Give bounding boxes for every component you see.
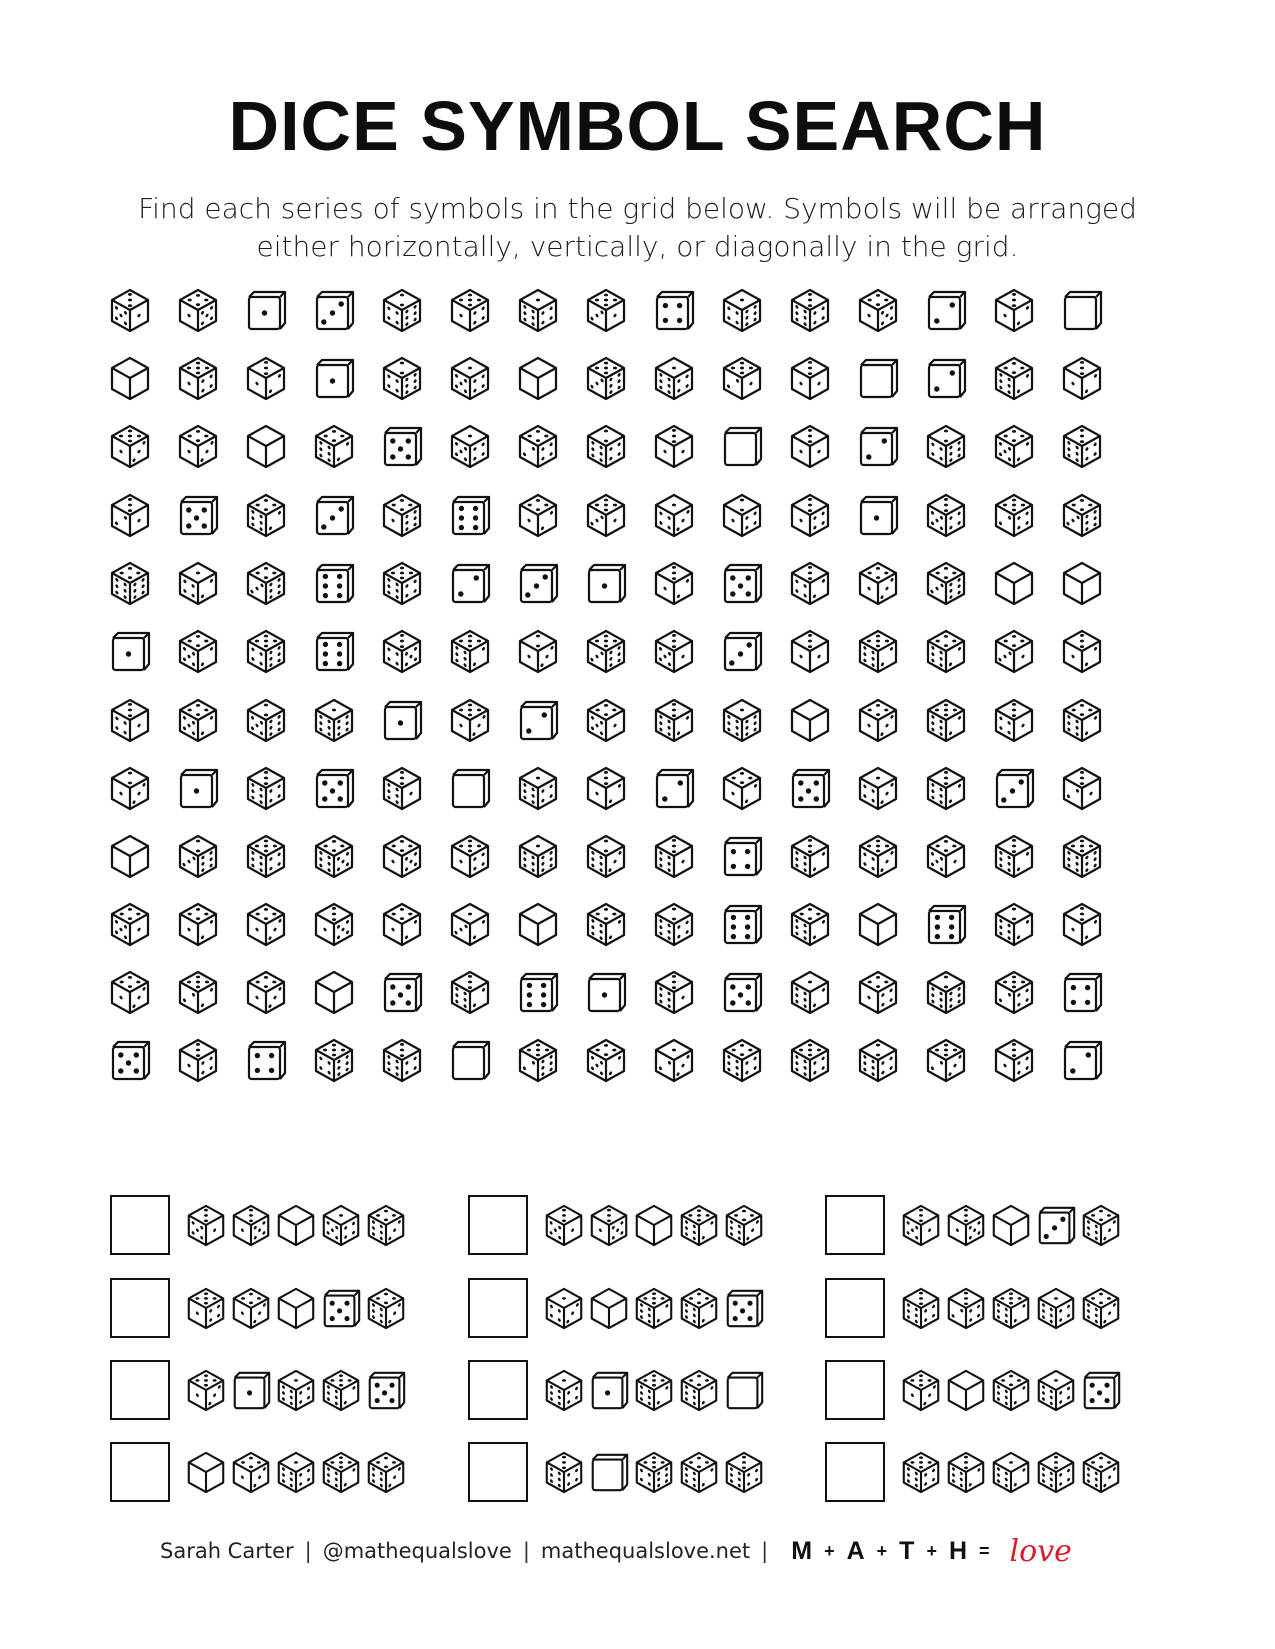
brand-plus: +	[876, 1540, 890, 1561]
answer-item	[825, 1442, 1135, 1506]
die-front-2-icon[interactable]	[855, 423, 901, 469]
die-iso-5-3-1-icon[interactable]	[583, 287, 629, 333]
die-iso-4-3-1-icon[interactable]	[991, 628, 1037, 674]
die-iso-4-6-2-icon	[677, 1286, 721, 1330]
answer-item	[825, 1278, 1135, 1342]
die-iso-0-0-0-icon[interactable]	[991, 560, 1037, 606]
die-iso-3-6-4-icon	[542, 1450, 586, 1494]
die-iso-3-6-2-icon	[944, 1450, 988, 1494]
die-front-1-icon[interactable]	[243, 287, 289, 333]
die-iso-3-5-1-icon[interactable]	[651, 628, 697, 674]
die-front-0-icon[interactable]	[855, 355, 901, 401]
die-iso-4-1-4-icon[interactable]	[855, 969, 901, 1015]
die-front-6-icon[interactable]	[515, 969, 561, 1015]
die-iso-3-4-1-icon[interactable]	[991, 697, 1037, 743]
die-iso-3-1-1-icon[interactable]	[787, 355, 833, 401]
die-iso-4-2-4-icon[interactable]	[515, 423, 561, 469]
die-iso-5-6-4-icon[interactable]	[243, 833, 289, 879]
die-iso-5-6-4-icon[interactable]	[787, 1037, 833, 1083]
die-iso-3-6-4-icon[interactable]	[787, 287, 833, 333]
die-iso-1-6-4-icon	[542, 1368, 586, 1412]
die-iso-5-1-3-icon[interactable]	[107, 423, 153, 469]
die-iso-2-6-4-icon[interactable]	[583, 423, 629, 469]
footer	[160, 1531, 1120, 1571]
footer-separator: |	[304, 1539, 312, 1563]
die-iso-2-1-3-icon[interactable]	[515, 628, 561, 674]
answer-item	[110, 1360, 420, 1424]
die-iso-1-6-4-icon[interactable]	[515, 765, 561, 811]
brand-equals: =	[979, 1540, 992, 1561]
die-iso-5-1-3-icon[interactable]	[447, 697, 493, 743]
die-iso-1-6-6-icon[interactable]	[515, 833, 561, 879]
die-iso-1-6-4-icon	[1034, 1368, 1078, 1412]
die-iso-4-6-2-icon[interactable]	[991, 355, 1037, 401]
die-iso-4-6-2-icon[interactable]	[787, 901, 833, 947]
die-front-0-icon[interactable]	[719, 423, 765, 469]
die-iso-0-0-0-icon[interactable]	[515, 355, 561, 401]
die-iso-3-1-2-icon[interactable]	[651, 560, 697, 606]
brand-letter: M	[791, 1536, 815, 1565]
die-iso-5-1-3-icon	[899, 1368, 943, 1412]
die-front-1-icon[interactable]	[855, 492, 901, 538]
die-iso-3-6-2-icon[interactable]	[447, 969, 493, 1015]
die-iso-2-4-6-icon[interactable]	[379, 287, 425, 333]
die-front-6-icon[interactable]	[311, 560, 357, 606]
die-iso-5-6-4-icon	[899, 1450, 943, 1494]
die-front-5-icon[interactable]	[107, 1037, 153, 1083]
die-front-2-icon[interactable]	[651, 765, 697, 811]
die-iso-3-1-4-icon[interactable]	[991, 1037, 1037, 1083]
die-iso-4-1-3-icon	[229, 1450, 273, 1494]
answer-checkbox[interactable]	[468, 1195, 528, 1255]
die-front-5-icon[interactable]	[311, 765, 357, 811]
die-iso-5-6-2-icon[interactable]	[855, 628, 901, 674]
die-iso-5-1-4-icon	[184, 1286, 228, 1330]
die-iso-3-6-4-icon	[722, 1450, 766, 1494]
brand-letter: T	[899, 1536, 917, 1565]
die-iso-4-6-2-icon	[677, 1450, 721, 1494]
die-iso-5-4-6-icon[interactable]	[243, 628, 289, 674]
die-iso-4-1-3-icon[interactable]	[107, 969, 153, 1015]
die-iso-3-5-1-icon[interactable]	[107, 287, 153, 333]
die-iso-4-6-3-icon	[364, 1450, 408, 1494]
die-front-4-icon[interactable]	[243, 1037, 289, 1083]
die-iso-1-6-2-icon[interactable]	[787, 969, 833, 1015]
die-iso-0-0-0-icon	[944, 1368, 988, 1412]
answer-checkbox[interactable]	[825, 1278, 885, 1338]
die-front-1-icon[interactable]	[379, 697, 425, 743]
answer-item	[468, 1195, 778, 1259]
die-iso-5-6-6-icon[interactable]	[1059, 833, 1105, 879]
answer-item	[825, 1360, 1135, 1424]
die-iso-4-6-5-icon[interactable]	[311, 833, 357, 879]
target-sequence	[542, 1450, 772, 1496]
die-iso-4-5-2-icon[interactable]	[175, 697, 221, 743]
die-iso-5-6-2-icon	[632, 1286, 676, 1330]
die-front-4-icon[interactable]	[1059, 969, 1105, 1015]
author-name: Sarah Carter	[160, 1539, 294, 1563]
die-iso-3-1-2-icon[interactable]	[1059, 355, 1105, 401]
die-iso-1-6-4-icon[interactable]	[515, 287, 561, 333]
die-iso-4-6-3-icon	[1079, 1286, 1123, 1330]
die-iso-3-1-1-icon[interactable]	[787, 628, 833, 674]
die-iso-3-6-4-icon	[899, 1286, 943, 1330]
die-iso-0-0-0-icon[interactable]	[311, 969, 357, 1015]
die-iso-2-3-6-icon[interactable]	[175, 833, 221, 879]
die-iso-0-0-0-icon[interactable]	[515, 901, 561, 947]
die-iso-5-6-4-icon[interactable]	[379, 560, 425, 606]
die-iso-4-1-3-icon[interactable]	[243, 901, 289, 947]
die-iso-3-6-4-icon[interactable]	[243, 765, 289, 811]
brand-letter: A	[846, 1536, 867, 1565]
target-sequence	[899, 1368, 1129, 1414]
die-front-3-icon[interactable]	[311, 492, 357, 538]
die-iso-5-4-6-icon	[632, 1450, 676, 1494]
die-iso-3-5-1-icon	[542, 1203, 586, 1247]
die-iso-3-6-2-icon[interactable]	[991, 833, 1037, 879]
die-iso-5-2-3-icon[interactable]	[923, 1037, 969, 1083]
answer-checkbox[interactable]	[468, 1360, 528, 1420]
target-sequence	[899, 1286, 1129, 1332]
die-iso-4-5-2-icon[interactable]	[991, 423, 1037, 469]
die-iso-3-6-1-icon[interactable]	[651, 833, 697, 879]
die-iso-1-2-3-icon[interactable]	[651, 1037, 697, 1083]
die-iso-2-6-2-icon[interactable]	[991, 901, 1037, 947]
die-front-2-icon[interactable]	[923, 355, 969, 401]
footer-separator: |	[522, 1539, 530, 1563]
die-iso-4-1-2-icon[interactable]	[719, 765, 765, 811]
die-front-6-icon[interactable]	[923, 901, 969, 947]
answer-checkbox[interactable]	[110, 1278, 170, 1338]
die-iso-2-5-6-icon[interactable]	[243, 697, 289, 743]
die-iso-4-6-3-icon	[722, 1203, 766, 1247]
die-iso-5-2-4-icon[interactable]	[991, 492, 1037, 538]
die-front-5-icon[interactable]	[719, 560, 765, 606]
die-iso-3-1-2-icon[interactable]	[243, 355, 289, 401]
die-iso-2-6-6-icon[interactable]	[923, 969, 969, 1015]
answer-checkbox[interactable]	[110, 1195, 170, 1255]
die-iso-5-1-4-icon[interactable]	[447, 287, 493, 333]
target-sequence	[184, 1203, 414, 1249]
die-front-5-icon	[1079, 1368, 1123, 1412]
answer-item	[110, 1442, 420, 1506]
die-iso-5-3-6-icon[interactable]	[583, 355, 629, 401]
answer-item	[110, 1195, 420, 1259]
die-iso-4-6-3-icon	[364, 1203, 408, 1247]
answer-checkbox[interactable]	[825, 1195, 885, 1255]
die-iso-5-6-2-icon	[319, 1368, 363, 1412]
die-iso-1-4-3-icon[interactable]	[651, 492, 697, 538]
die-iso-0-0-0-icon[interactable]	[1059, 560, 1105, 606]
die-iso-1-6-4-icon	[274, 1368, 318, 1412]
die-iso-3-1-2-icon[interactable]	[583, 765, 629, 811]
die-front-5-icon[interactable]	[175, 492, 221, 538]
die-iso-3-1-2-icon[interactable]	[991, 287, 1037, 333]
target-sequence	[184, 1286, 414, 1332]
die-iso-5-1-4-icon[interactable]	[447, 833, 493, 879]
die-front-5-icon[interactable]	[379, 423, 425, 469]
die-iso-0-0-0-icon[interactable]	[243, 423, 289, 469]
target-sequence	[542, 1286, 772, 1332]
brand-love-script: love	[1009, 1533, 1072, 1569]
die-iso-4-1-2-icon[interactable]	[515, 492, 561, 538]
die-iso-1-6-6-icon[interactable]	[719, 697, 765, 743]
die-front-1-icon[interactable]	[311, 355, 357, 401]
die-iso-4-6-2-icon[interactable]	[1059, 697, 1105, 743]
die-iso-2-1-3-icon[interactable]	[107, 765, 153, 811]
die-iso-1-3-2-icon[interactable]	[447, 901, 493, 947]
answer-item	[825, 1195, 1135, 1259]
die-front-1-icon	[229, 1368, 273, 1412]
answer-checkbox[interactable]	[825, 1442, 885, 1502]
die-iso-3-4-1-icon[interactable]	[107, 697, 153, 743]
die-iso-4-1-2-icon[interactable]	[379, 901, 425, 947]
die-iso-5-6-2-icon	[319, 1450, 363, 1494]
die-iso-1-5-4-icon	[319, 1203, 363, 1247]
die-iso-5-3-6-icon[interactable]	[583, 628, 629, 674]
die-iso-1-6-6-icon[interactable]	[311, 697, 357, 743]
die-front-5-icon[interactable]	[379, 969, 425, 1015]
die-iso-0-0-0-icon[interactable]	[107, 833, 153, 879]
brand-logo	[791, 1534, 1072, 1569]
die-iso-3-1-5-icon[interactable]	[311, 901, 357, 947]
die-iso-3-5-1-icon	[184, 1203, 228, 1247]
die-iso-0-0-0-icon	[587, 1286, 631, 1330]
die-iso-0-0-0-icon	[632, 1203, 676, 1247]
die-iso-1-4-2-icon[interactable]	[175, 560, 221, 606]
die-iso-5-6-2-icon	[632, 1368, 676, 1412]
die-iso-2-4-6-icon[interactable]	[379, 355, 425, 401]
brand-plus: +	[926, 1540, 939, 1561]
die-iso-4-1-3-icon	[229, 1286, 273, 1330]
answer-item	[468, 1278, 778, 1342]
die-iso-0-0-0-icon	[274, 1203, 318, 1247]
die-front-1-icon[interactable]	[107, 628, 153, 674]
die-front-6-icon[interactable]	[719, 901, 765, 947]
die-front-5-icon[interactable]	[719, 969, 765, 1015]
target-sequence	[542, 1203, 772, 1249]
die-iso-2-4-6-icon[interactable]	[923, 423, 969, 469]
die-iso-4-6-4-icon[interactable]	[719, 1037, 765, 1083]
answer-item	[468, 1442, 778, 1506]
die-iso-4-1-3-icon[interactable]	[243, 969, 289, 1015]
die-iso-3-1-1-icon[interactable]	[651, 423, 697, 469]
die-iso-1-5-4-icon[interactable]	[447, 355, 493, 401]
die-iso-4-5-2-icon[interactable]	[175, 628, 221, 674]
die-iso-5-2-6-icon[interactable]	[515, 1037, 561, 1083]
die-iso-5-1-4-icon[interactable]	[175, 355, 221, 401]
die-iso-3-6-4-icon	[1034, 1450, 1078, 1494]
die-front-0-icon	[587, 1450, 631, 1494]
target-sequence	[184, 1450, 414, 1496]
die-iso-1-6-2-icon	[989, 1450, 1033, 1494]
die-iso-4-3-6-icon[interactable]	[243, 560, 289, 606]
die-front-1-icon	[587, 1368, 631, 1412]
die-iso-0-0-0-icon[interactable]	[107, 355, 153, 401]
die-iso-4-6-3-icon	[1079, 1450, 1123, 1494]
footer-separator: |	[761, 1539, 769, 1563]
die-iso-4-6-2-icon[interactable]	[311, 423, 357, 469]
die-iso-1-6-4-icon[interactable]	[651, 355, 697, 401]
die-iso-3-1-5-icon	[944, 1203, 988, 1247]
target-sequence	[899, 1203, 1129, 1249]
die-iso-5-6-2-icon[interactable]	[447, 628, 493, 674]
brand-plus: +	[824, 1540, 837, 1561]
die-iso-1-4-3-icon[interactable]	[855, 765, 901, 811]
die-iso-5-1-3-icon	[184, 1368, 228, 1412]
die-iso-5-4-6-icon[interactable]	[311, 1037, 357, 1083]
die-iso-4-1-5-icon[interactable]	[379, 833, 425, 879]
die-iso-4-6-2-icon	[677, 1368, 721, 1412]
die-iso-4-5-2-icon[interactable]	[583, 1037, 629, 1083]
die-iso-4-1-6-icon[interactable]	[379, 492, 425, 538]
die-iso-1-4-3-icon	[542, 1286, 586, 1330]
die-iso-1-4-6-icon[interactable]	[719, 287, 765, 333]
die-front-4-icon[interactable]	[719, 833, 765, 879]
die-iso-4-6-2-icon[interactable]	[583, 901, 629, 947]
die-iso-3-6-2-icon[interactable]	[651, 697, 697, 743]
die-front-2-icon[interactable]	[447, 560, 493, 606]
website-link[interactable]: mathequalslove.net	[540, 1539, 751, 1563]
die-iso-2-6-3-icon[interactable]	[583, 833, 629, 879]
die-front-0-icon[interactable]	[447, 765, 493, 811]
die-iso-1-6-4-icon	[274, 1450, 318, 1494]
die-iso-3-1-4-icon[interactable]	[787, 492, 833, 538]
die-iso-4-5-1-icon[interactable]	[923, 833, 969, 879]
die-iso-3-6-4-icon[interactable]	[379, 1037, 425, 1083]
answer-checkbox[interactable]	[468, 1278, 528, 1338]
die-iso-3-6-1-icon[interactable]	[651, 969, 697, 1015]
brand-letter: H	[948, 1536, 970, 1565]
die-front-5-icon	[319, 1286, 363, 1330]
die-iso-4-5-1-icon[interactable]	[583, 697, 629, 743]
die-iso-2-1-4-icon[interactable]	[719, 492, 765, 538]
target-sequence	[899, 1450, 1129, 1496]
die-iso-4-6-2-icon[interactable]	[923, 628, 969, 674]
answer-item	[110, 1278, 420, 1342]
die-front-3-icon[interactable]	[311, 287, 357, 333]
die-iso-0-0-0-icon	[184, 1450, 228, 1494]
die-front-5-icon	[722, 1286, 766, 1330]
die-iso-3-6-2-icon[interactable]	[787, 833, 833, 879]
die-iso-5-6-2-icon	[989, 1286, 1033, 1330]
target-sequence	[542, 1368, 772, 1414]
die-iso-3-5-4-icon[interactable]	[923, 492, 969, 538]
answer-checkbox[interactable]	[468, 1442, 528, 1502]
die-iso-4-1-3-icon[interactable]	[855, 697, 901, 743]
die-iso-1-6-4-icon	[1034, 1286, 1078, 1330]
die-iso-5-6-2-icon[interactable]	[923, 697, 969, 743]
die-iso-4-5-1-icon[interactable]	[107, 901, 153, 947]
die-iso-5-3-1-icon[interactable]	[583, 492, 629, 538]
die-iso-4-1-3-icon[interactable]	[855, 560, 901, 606]
die-iso-3-2-1-icon[interactable]	[1059, 765, 1105, 811]
die-iso-2-6-4-icon[interactable]	[651, 901, 697, 947]
die-iso-3-6-4-icon[interactable]	[1059, 423, 1105, 469]
die-iso-4-6-6-icon[interactable]	[107, 560, 153, 606]
die-iso-0-0-0-icon	[274, 1286, 318, 1330]
die-iso-0-0-0-icon	[989, 1203, 1033, 1247]
die-iso-3-6-1-icon[interactable]	[379, 765, 425, 811]
die-iso-4-3-6-icon[interactable]	[1059, 492, 1105, 538]
die-front-1-icon[interactable]	[583, 560, 629, 606]
die-iso-3-4-5-icon[interactable]	[379, 628, 425, 674]
die-front-3-icon[interactable]	[991, 765, 1037, 811]
die-front-5-icon	[364, 1368, 408, 1412]
instructions: Find each series of symbols in the grid below. Symbols will be arranged either horizontally, vertically, or diagonally in the grid.	[138, 192, 1137, 263]
die-front-4-icon[interactable]	[651, 287, 697, 333]
die-iso-3-2-1-icon[interactable]	[107, 492, 153, 538]
social-handle[interactable]: @mathequalslove	[322, 1539, 512, 1563]
die-iso-3-2-4-icon	[944, 1286, 988, 1330]
die-iso-4-6-2-icon	[989, 1368, 1033, 1412]
die-iso-5-6-2-icon	[677, 1203, 721, 1247]
die-front-0-icon[interactable]	[1059, 287, 1105, 333]
die-front-3-icon[interactable]	[515, 560, 561, 606]
die-iso-3-1-4-icon[interactable]	[175, 1037, 221, 1083]
die-iso-3-1-5-icon	[587, 1203, 631, 1247]
die-front-2-icon[interactable]	[515, 697, 561, 743]
answer-checkbox[interactable]	[110, 1360, 170, 1420]
target-sequence	[184, 1368, 414, 1414]
die-iso-3-1-1-icon[interactable]	[787, 423, 833, 469]
die-iso-3-5-1-icon	[899, 1203, 943, 1247]
die-iso-4-1-2-icon[interactable]	[175, 901, 221, 947]
die-front-0-icon	[722, 1368, 766, 1412]
die-iso-4-1-5-icon[interactable]	[855, 287, 901, 333]
die-iso-3-1-5-icon	[229, 1203, 273, 1247]
die-iso-4-6-2-icon[interactable]	[243, 492, 289, 538]
die-front-6-icon[interactable]	[311, 628, 357, 674]
die-iso-5-2-2-icon[interactable]	[175, 969, 221, 1015]
answer-checkbox[interactable]	[825, 1360, 885, 1420]
die-iso-2-6-4-icon[interactable]	[855, 1037, 901, 1083]
die-front-3-icon	[1034, 1203, 1078, 1247]
die-iso-0-0-0-icon[interactable]	[787, 697, 833, 743]
die-front-6-icon[interactable]	[447, 492, 493, 538]
die-iso-4-3-6-icon[interactable]	[923, 560, 969, 606]
die-iso-0-0-0-icon[interactable]	[855, 901, 901, 947]
die-iso-4-6-3-icon	[364, 1286, 408, 1330]
die-iso-5-4-3-icon[interactable]	[855, 833, 901, 879]
die-front-2-icon[interactable]	[923, 287, 969, 333]
die-iso-5-2-4-icon[interactable]	[991, 969, 1037, 1015]
die-front-2-icon[interactable]	[1059, 1037, 1105, 1083]
die-front-3-icon[interactable]	[719, 628, 765, 674]
die-iso-1-5-4-icon[interactable]	[447, 423, 493, 469]
die-front-0-icon[interactable]	[447, 1037, 493, 1083]
die-front-5-icon[interactable]	[787, 765, 833, 811]
answer-item	[468, 1360, 778, 1424]
die-iso-3-1-2-icon[interactable]	[1059, 901, 1105, 947]
die-iso-4-6-3-icon	[1079, 1203, 1123, 1247]
die-front-1-icon[interactable]	[583, 969, 629, 1015]
page-title: DICE SYMBOL SEARCH	[228, 87, 1047, 165]
die-iso-3-6-2-icon[interactable]	[923, 765, 969, 811]
die-iso-4-1-5-icon[interactable]	[175, 287, 221, 333]
answer-checkbox[interactable]	[110, 1442, 170, 1502]
die-iso-4-1-3-icon[interactable]	[175, 423, 221, 469]
die-iso-5-2-1-icon[interactable]	[719, 355, 765, 401]
die-iso-3-4-2-icon[interactable]	[787, 560, 833, 606]
die-iso-3-1-2-icon[interactable]	[1059, 628, 1105, 674]
die-front-1-icon[interactable]	[175, 765, 221, 811]
